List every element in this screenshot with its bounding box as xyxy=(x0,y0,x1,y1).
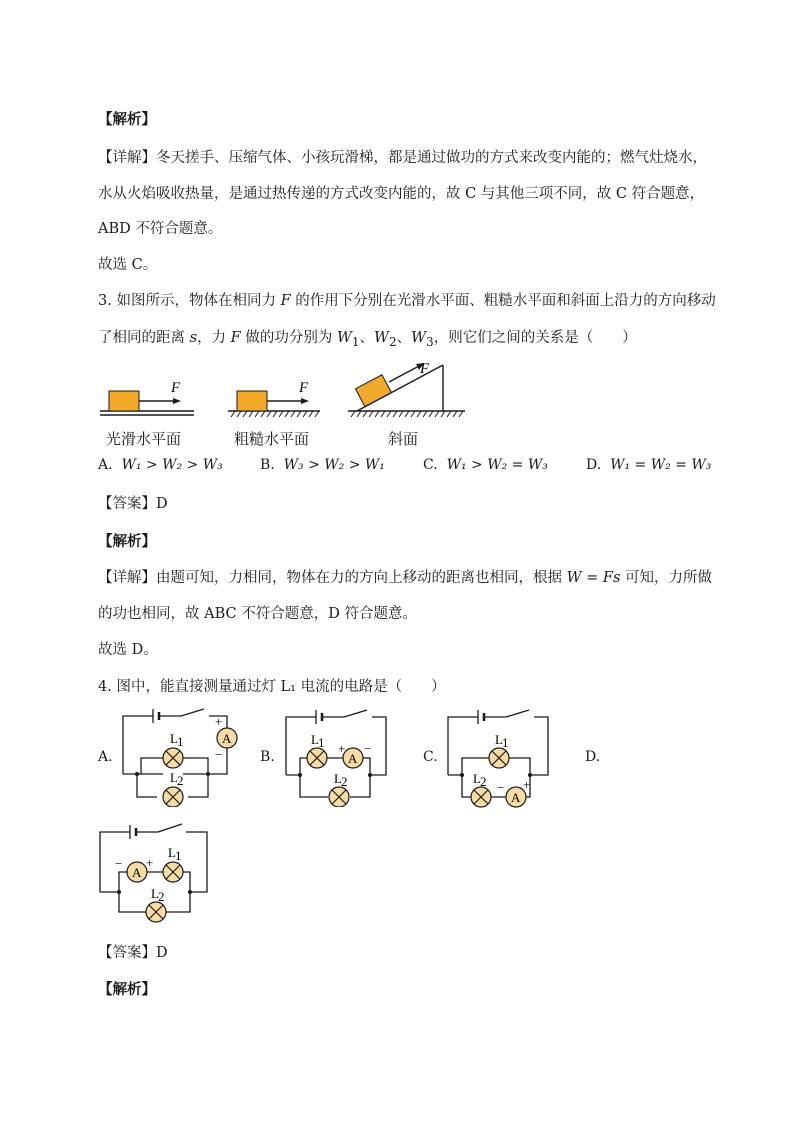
q4-option-b[interactable]: B. xyxy=(260,749,275,765)
circuit-b xyxy=(278,707,398,807)
svg-text:L: L xyxy=(151,886,159,901)
q3-detail-line-2: 的功也相同，故 ABC 不符合题意，D 符合题意。 xyxy=(98,606,417,622)
q4-option-c[interactable]: C. xyxy=(423,749,438,765)
svg-text:L: L xyxy=(168,845,176,860)
svg-text:−: − xyxy=(497,780,505,795)
svg-text:2: 2 xyxy=(177,773,184,788)
lamp-l2-icon xyxy=(146,902,166,922)
svg-text:+: + xyxy=(523,777,531,792)
q4-stem: 4. 图中，能直接测量通过灯 L₁ 电流的电路是（ ） xyxy=(98,679,446,695)
q3-stem-line-1: 3. 如图所示，物体在相同力 F 的作用下分别在光滑水平面、粗糙水平面和斜面上沿力的方向移动 xyxy=(98,293,716,309)
svg-text:−: − xyxy=(364,741,372,756)
detail-line-2: 水从火焰吸收热量，是通过热传递的方式改变内能的，故 C 与其他三项不同，故 C 符合题意， xyxy=(98,186,705,202)
circuit-a xyxy=(115,707,245,807)
block-smooth xyxy=(109,391,139,411)
svg-text:F: F xyxy=(299,380,309,396)
lamp-l1-icon xyxy=(163,862,183,882)
q4-option-a[interactable]: A. xyxy=(98,749,113,765)
slope-diagram xyxy=(348,361,465,417)
circuit-d xyxy=(95,820,215,925)
smooth-surface-diagram xyxy=(100,380,194,415)
ammeter-icon xyxy=(343,748,363,768)
q3-option-d[interactable]: D. W₁ = W₂ = W₃ xyxy=(586,457,712,473)
svg-text:L: L xyxy=(311,732,319,747)
caption-slope: 斜面 xyxy=(388,430,419,448)
force-arrow-icon xyxy=(173,398,181,404)
lamp-l1-icon xyxy=(489,748,509,768)
q3-choice-line: 故选 D。 xyxy=(98,642,158,658)
analysis-heading: 【解析】 xyxy=(98,111,156,128)
svg-text:L: L xyxy=(473,771,481,786)
svg-text:L: L xyxy=(495,732,503,747)
q3-option-c[interactable]: C. W₁ > W₂ = W₃ xyxy=(423,457,548,473)
ammeter-icon xyxy=(127,862,147,882)
lamp-l2-icon xyxy=(163,787,183,807)
detail-line-1: 【详解】冬天搓手、压缩气体、小孩玩滑梯，都是通过做功的方式来改变内能的；燃气灶烧水， xyxy=(98,150,707,166)
lamp-l1-icon xyxy=(163,748,183,768)
q3-analysis-heading: 【解析】 xyxy=(98,533,156,550)
svg-text:A: A xyxy=(132,865,142,880)
block-rough xyxy=(237,391,267,411)
lamp-l2-icon xyxy=(471,787,491,807)
q4-analysis-heading: 【解析】 xyxy=(98,981,156,998)
choice-line: 故选 C。 xyxy=(98,257,158,273)
q3-stem-line-2: 了相同的距离 s，力 F 做的功分别为 $W_1$、$W_2$、$W_3$，则它们之间的关系是（ ） xyxy=(98,330,637,349)
lamp-l2-icon xyxy=(329,787,349,807)
svg-text:L: L xyxy=(170,731,178,746)
svg-text:1: 1 xyxy=(318,735,325,750)
force-arrow-icon xyxy=(301,398,309,404)
lamp-l1-icon xyxy=(307,748,327,768)
q4-option-d[interactable]: D. xyxy=(585,749,601,765)
svg-text:−: − xyxy=(115,856,123,871)
svg-text:A: A xyxy=(348,751,358,766)
svg-text:1: 1 xyxy=(177,734,184,749)
rough-surface-diagram xyxy=(228,380,320,417)
svg-text:L: L xyxy=(334,771,342,786)
block-slope xyxy=(355,375,391,407)
circuit-c xyxy=(440,707,560,809)
svg-text:A: A xyxy=(222,731,232,746)
svg-text:2: 2 xyxy=(158,889,165,904)
svg-text:1: 1 xyxy=(502,735,509,750)
svg-text:L: L xyxy=(170,770,178,785)
q3-detail-line-1: 【详解】由题可知，力相同，物体在力的方向上移动的距离也相同，根据 W = Fs 可知，力所做 xyxy=(98,570,712,586)
caption-rough: 粗糙水平面 xyxy=(234,430,310,448)
q3-option-a[interactable]: A. W₁ > W₂ > W₃ xyxy=(98,457,223,473)
detail-line-3: ABD 不符合题意。 xyxy=(98,221,223,237)
q4-answer: 【答案】D xyxy=(98,945,168,961)
q3-option-b[interactable]: B. W₃ > W₂ > W₁ xyxy=(260,457,385,473)
svg-text:F: F xyxy=(171,380,181,396)
q3-figure xyxy=(95,360,475,424)
svg-text:+: + xyxy=(215,714,223,729)
svg-text:+: + xyxy=(146,855,154,870)
svg-text:−: − xyxy=(215,747,223,762)
svg-text:A: A xyxy=(511,790,521,805)
svg-text:2: 2 xyxy=(480,774,487,789)
ammeter-icon xyxy=(217,728,237,748)
svg-text:2: 2 xyxy=(341,774,348,789)
q3-answer: 【答案】D xyxy=(98,496,168,512)
caption-smooth: 光滑水平面 xyxy=(106,430,182,448)
svg-text:+: + xyxy=(338,741,346,756)
svg-text:1: 1 xyxy=(175,848,182,863)
svg-text:F: F xyxy=(420,361,430,377)
